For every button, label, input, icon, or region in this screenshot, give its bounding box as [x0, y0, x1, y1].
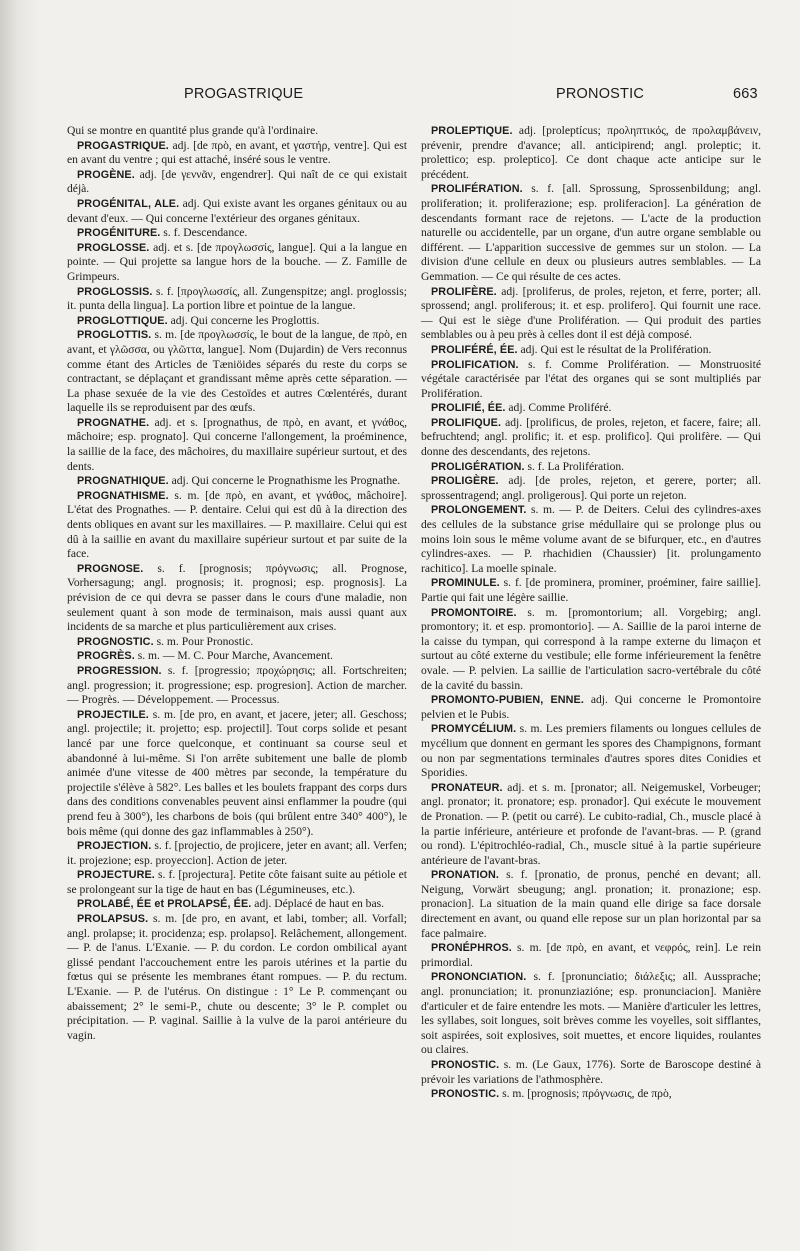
- running-header: [0, 86, 800, 108]
- entry-definition: s. f. Descendance.: [163, 226, 248, 240]
- dictionary-entry: [67, 708, 407, 839]
- entry-headword: PROLAPSUS.: [77, 913, 149, 926]
- entry-headword: PROGLOSSIS.: [77, 285, 153, 298]
- dictionary-entry: [67, 139, 407, 168]
- dictionary-entry: [421, 285, 761, 343]
- dictionary-entry: [67, 489, 407, 562]
- entry-definition: s. m. — P. de Deiters. Celui des cylindres-axes des cellules de la substance grise médullaire qui se prolonge plus ou moins loin sous le même volume avant de se bifurquer, etc., en d'autres cylindres-axes. — P. rhachidien (Chaussier) [it. prolungamento rachitico]. La moelle spinale.: [421, 503, 761, 575]
- dictionary-entry: [421, 343, 761, 358]
- entry-headword: PROGNATHE.: [77, 416, 150, 429]
- entry-headword: PRONÉPHROS.: [431, 942, 512, 955]
- entry-definition: s. f. [projectio, de projicere, jeter en avant; all. Verfen; it. projezione; esp. proyeccion]. Action de jeter.: [67, 839, 407, 867]
- entry-definition: s. m. [de πρὸ, en avant, et γνάθος, mâchoire]. L'état des Prognathes. — P. dentaire. Celui qui est dû à la direction des dents obliques en avant sur les maxillaires. — P. maxillaire. Celui qui est dû à la saillie en avant du maxillaire supérieur surtout et par suite de la face.: [67, 488, 408, 561]
- entry-definition: s. f. [pronatio, de pronus, penché en devant; all. Neigung, Vorwärt sbeugung; angl. pronation; it. pronazione; esp. pronacion]. La situation de la main quand elle dirige sa face dorsale directement en avant, ou quand elle repose sur un plan horizontal par sa face palmaire.: [421, 868, 761, 940]
- dictionary-entry: [421, 606, 761, 694]
- entry-definition: adj. [proliferus, de proles, rejeton, et ferre, porter; all. sprossend; angl. proliferous; it. et esp. prolifero]. Qui fournit une race. — Qui est le siège d'une Prolifération. — Qui produit des parties semblables ou à peu près à celles dont il est déjà composé.: [421, 284, 761, 342]
- entry-definition: adj. Comme Proliféré.: [508, 401, 612, 415]
- entry-headword: PRONONCIATION.: [431, 971, 527, 984]
- page-number: 663: [733, 86, 758, 102]
- entry-headword: PROGÉNITURE.: [77, 227, 161, 240]
- entry-headword: PROGNOSTIC.: [77, 635, 154, 648]
- entry-headword: PROGÉNITAL, ALE.: [77, 197, 180, 210]
- entry-headword: PRONOSTIC.: [431, 1088, 500, 1101]
- entry-definition: s. f. [projectura]. Petite côte faisant suite au pétiole et se prolongeant sur la tige de haut en bas (Légumineuses, etc.).: [67, 868, 407, 896]
- dictionary-entry: [421, 868, 761, 941]
- dictionary-entry: [67, 897, 407, 912]
- dictionary-entry: [421, 182, 761, 284]
- dictionary-entry: [421, 693, 761, 722]
- entry-headword: PROGASTRIQUE.: [77, 139, 169, 152]
- entry-headword: PRONATEUR.: [431, 781, 503, 794]
- entry-definition: adj. Déplacé de haut en bas.: [254, 897, 385, 911]
- entry-headword: PROGLOTTIS.: [77, 329, 152, 342]
- dictionary-entry: [67, 562, 407, 635]
- dictionary-entry: [421, 460, 761, 475]
- dictionary-entry: [421, 722, 761, 780]
- dictionary-entry: [421, 941, 761, 970]
- entry-definition: s. f. Comme Prolifération. — Monstruosité végétale caractérisée par l'état des organes qui se sont multipliés par Prolifération.: [421, 357, 761, 400]
- dictionary-entry: [67, 285, 407, 314]
- entry-definition: s. m. [de προγλωσσίς, le bout de la langue, de πρὸ, en avant, et γλῶσσα, ou γλῶττα, langue]. Nom (Dujardin) de Vers reconnus comme étant des Articles de Tæniöides séparés du reste du corps se contractant, se déplaçant et grandissant même après cette séparation. — La phase sexuée de la vie des Cestoïdes et autres Cœlentérés, durant laquelle ils se reproduisent par des œufs.: [67, 328, 407, 415]
- entry-definition: adj. Qui concerne le Promontoire pelvien et le Pubis.: [421, 693, 761, 721]
- dictionary-entry: [67, 868, 407, 897]
- entry-definition: s. f. [προγλωσσίς, all. Zungenspitze; angl. proglossis; it. punta della lingua]. La portion libre et pointue de la langue.: [67, 284, 407, 313]
- dictionary-entry: [67, 226, 407, 241]
- continued-text: Qui se montre en quantité plus grande qu'à l'ordinaire.: [67, 124, 319, 137]
- entry-headword: PROMONTOIRE.: [431, 606, 517, 619]
- entry-headword: PRONATION.: [431, 869, 499, 882]
- entry-definition: s. f. La Prolifération.: [527, 459, 625, 473]
- entry-headword: PROLABÉ, ÉE et PROLAPSÉ, ÉE.: [77, 898, 252, 911]
- entry-definition: adj. Qui existe avant les organes génitaux ou au devant d'eux. — Qui concerne l'extérieur des organes génitaux.: [67, 196, 407, 225]
- entry-headword: PROMYCÉLIUM.: [431, 723, 517, 736]
- entry-definition: adj. [prolificus, de proles, rejeton, et facere, faire; all. befruchtend; angl. prolific; it. et esp. prolifico]. Qui prolifère. — Qui donne des descendants, des rejetons.: [421, 415, 762, 459]
- entry-definition: s. m. [de pro, en avant, et labi, tomber; all. Vorfall; angl. prolapse; it. procidenza; esp. prolapso]. Relâchement, allongement. — P. de l'anus. L'Exanie. — P. du cordon. Le cordon ombilical ayant glissé pendant l'accouchement entre les parois utérines et la partie du fœtus qui se présente les membranes étant rompues. — P. du rectum. L'Exanie. — P. de l'utérus. On distingue : 1° Le P. commençant ou abaissement; 2° le semi-P., chute ou descente; 3° le P. complet ou précipitation. — P. vaginal. Saillie à la vulve de la paroi antérieure du vagin.: [67, 912, 408, 1042]
- dictionary-entry: [67, 328, 407, 416]
- entry-headword: PROLIGÉRATION.: [431, 460, 525, 473]
- entry-headword: PROLIFIQUE.: [431, 416, 502, 429]
- entry-headword: PROJECTILE.: [77, 708, 149, 721]
- entry-definition: s. m. — M. C. Pour Marche, Avancement.: [137, 649, 333, 663]
- entry-headword: PROLIFÉRÉ, ÉE.: [431, 343, 518, 356]
- entry-definition: s. m. [de pro, en avant, et jacere, jeter; all. Geschoss; angl. projectile; it. projetto; esp. projectil]. Tout corps solide et pesant lancé par une force quelconque, et continuant sa course seul et abandonné à lui-même. Si l'on arrête subitement une balle de plomb animée d'une vitesse de 400 mètres par seconde, la température du projectile s'élève à 582°. Les balles et les boulets frappant des corps durs dans des conditions convenables peuvent ainsi enflammer la poudre (qui prend feu à 300°), les charbons de bois (qui brûlent entre 340° 400°), le bois même (qui donne des gaz inflammables à 250°).: [67, 707, 407, 838]
- entry-definition: s. f. [prognosis; πρόγνωσις; all. Prognose, Vorhersagung; angl. prognosis; it. prognosi; esp. prognosis]. La prévision de ce qui devra se passer dans le cours d'une maladie, non seulement quant à son mode de terminaison, mais aussi quant aux incidents de sa marche et plus particulièrement aux crises.: [67, 561, 407, 634]
- entry-definition: s. f. [progressio; προχώρησις; all. Fortschreiten; angl. progression; it. progressione; esp. progresion]. Action de marcher. — Progrès. — Développement. — Processus.: [67, 663, 407, 707]
- entry-definition: s. f. [pronunciatio; διάλεξις; all. Aussprache; angl. pronunciation; it. pronunziazióne; esp. pronunciacion]. Manière d'articuler et de faire entendre les mots. — Manière d'articuler les lettres, les syllabes, soit longues, soit brèves comme les voyelles, soit sifflantes, soit aspirées, soit explosives, soit muettes, et encore liquides, roulantes ou claires.: [421, 970, 761, 1057]
- entry-definition: adj. [de proles, rejeton, et gerere, porter; all. sprossentragend; angl. proligerous]. Qui porte un rejeton.: [421, 474, 761, 502]
- entry-definition: adj. [de γεννᾶν, engendrer]. Qui naît de ce qui existait déjà.: [67, 167, 407, 196]
- entry-headword: PROLIFÈRE.: [431, 285, 497, 298]
- dictionary-entry: [67, 168, 407, 197]
- entry-headword: PROGLOSSE.: [77, 241, 150, 254]
- entry-headword: PROMONTO-PUBIEN, ENNE.: [431, 694, 584, 707]
- dictionary-entry: [421, 124, 761, 182]
- entry-headword: PROGLOTTIQUE.: [77, 314, 168, 327]
- dictionary-entry: [67, 912, 407, 1043]
- entry-headword: PROGRESSION.: [77, 664, 162, 677]
- dictionary-entry: [67, 649, 407, 664]
- entry-headword: PROLIFÉRATION.: [431, 183, 523, 196]
- entry-headword: PROLIFIÉ, ÉE.: [431, 402, 506, 415]
- dictionary-entry: [67, 474, 407, 489]
- entry-headword: PROGÈNE.: [77, 168, 135, 181]
- entry-definition: s. m. [prognosis; πρόγνωσις, de πρὸ,: [502, 1087, 672, 1101]
- entry-definition: adj. [proleptícus; προληπτικός, de προλαμβάνειν, prévenir, prendre d'avance; all. anticipirend; angl. proleptic; it. prolettico; esp. proleptico]. Ce dont chaque acte anticipe sur le précédent.: [421, 124, 761, 181]
- dictionary-entry: [421, 358, 761, 402]
- entry-definition: adj. et s. [prognathus, de πρὸ, en avant, et γνάθος, mâchoire; esp. prognato]. Qui concerne l'allongement, la proéminence, la saillie de la face, des mâchoires, du maxillaire supérieur surtout, et des dents.: [67, 415, 407, 473]
- entry-definition: s. f. [all. Sprossung, Sprossenbildung; angl. proliferation; it. proliferazione; esp. proliferacion]. La génération de descendants formant race de rejetons. — L'acte de la production naturelle ou accidentelle, par un organe, d'un autre organe semblable ou différent. — L'apparition successive de gemmes sur un stolon. — La division d'une cellule en deux ou plusieurs autres semblables. — La Gemmation. — Ce qui résulte de ces actes.: [421, 182, 761, 283]
- dictionary-entry: [67, 416, 407, 474]
- dictionary-entry: [421, 1058, 761, 1087]
- dictionary-entry: [67, 241, 407, 285]
- dictionary-entry: [67, 839, 407, 868]
- dictionary-entry: [421, 474, 761, 503]
- dictionary-entry: [421, 416, 761, 460]
- header-right-guide-word: PRONOSTIC: [556, 86, 644, 102]
- entry-definition: s. m. [promontorium; all. Vorgebirg; angl. promontory; it. et esp. promontorio]. — A. Saillie de la paroi interne de la caisse du tympan, qui correspond à la rampe externe du limaçon et surtout au côté externe du vestibule; elle forme inférieurement la fenêtre ovale. — P. pelvien. La saillie de l'articulation sacro-vertébrale du côté de la cavité du bassin.: [421, 605, 761, 692]
- entry-headword: PROJECTION.: [77, 840, 152, 853]
- entry-definition: s. m. [de πρὸ, en avant, et νεφρός, rein]. Le rein primordial.: [421, 941, 761, 969]
- entry-definition: s. f. [de prominera, prominer, proéminer, faire saillie]. Partie qui fait une légère saillie.: [421, 576, 761, 604]
- dictionary-entry: [67, 664, 407, 708]
- dictionary-entry: [67, 635, 407, 650]
- entry-headword: PROGNOSE.: [77, 562, 144, 575]
- dictionary-entry: [67, 314, 407, 329]
- entry-headword: PROLONGEMENT.: [431, 504, 527, 517]
- entry-definition: adj. Qui concerne le Prognathisme les Prognathe.: [171, 474, 401, 488]
- dictionary-entry: [421, 503, 761, 576]
- entry-headword: PROLEPTIQUE.: [431, 125, 513, 137]
- dictionary-entry: [421, 1087, 761, 1102]
- entry-headword: PROGRÈS.: [77, 650, 135, 663]
- entry-definition: adj. et s. [de προγλωσσίς, langue]. Qui a la langue en pointe. — Qui projette sa langue hors de la bouche. — Z. Famille de Grimpeurs.: [67, 240, 407, 283]
- entry-definition: adj. Qui concerne les Proglottis.: [170, 313, 320, 327]
- entry-definition: adj. [de πρὸ, en avant, et γαστήρ, ventre]. Qui est en avant du ventre ; qui est attaché, inséré sous le ventre.: [67, 138, 407, 167]
- dictionary-entry: [421, 401, 761, 416]
- entry-headword: PROGNATHISME.: [77, 489, 169, 502]
- dictionary-entry: [421, 576, 761, 605]
- entry-definition: adj. Qui est le résultat de la Prolifération.: [520, 342, 712, 356]
- entry-definition: adj. et s. m. [pronator; all. Neigemuskel, Vorbeuger; angl. pronator; it. pronatore; esp. pronador]. Qui exécute le mouvement de Pronation. — P. (petit ou carré). Le cubito-radial, Ch., muscle placé à la partie inférieure, antérieure et profonde de l'avant-bras. — P. (grand ou rond). L'épitrochléo-radial, Ch., muscle situé à la partie supérieure antérieure de l'avant-bras.: [421, 780, 761, 867]
- entry-definition: s. m. Les premiers filaments ou longues cellules de mycélium que donnent en germant les spores des Champignons, formant ou non par segmentations terminales d'autres spores dites Conidies et Sporidies.: [421, 722, 761, 780]
- left-column: [67, 124, 407, 1043]
- entry-headword: PROGNATHIQUE.: [77, 475, 169, 488]
- entry-headword: PROLIFICATION.: [431, 358, 519, 371]
- header-left-guide-word: PROGASTRIQUE: [184, 86, 304, 102]
- entry-headword: PROMINULE.: [431, 577, 500, 590]
- dictionary-entry: [421, 781, 761, 869]
- entry-headword: PROJECTURE.: [77, 869, 155, 882]
- entry-headword: PROLIGÈRE.: [431, 475, 499, 488]
- entry-headword: PRONOSTIC.: [431, 1059, 500, 1071]
- dictionary-entry: [67, 197, 407, 226]
- entry-definition: s. m. Pour Pronostic.: [156, 634, 254, 648]
- right-column: [421, 124, 761, 1102]
- dictionary-entry: [421, 970, 761, 1058]
- entry-definition: s. m. (Le Gaux, 1776). Sorte de Baroscope destiné à prévoir les variations de l'athmosphère.: [421, 1058, 761, 1086]
